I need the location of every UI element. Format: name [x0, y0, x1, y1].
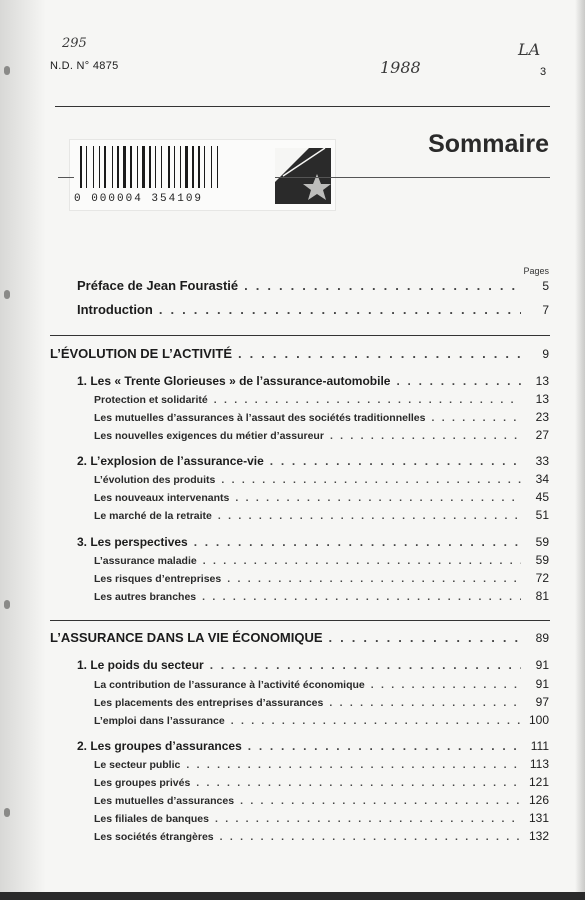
- toc-page: 13: [535, 392, 549, 406]
- leader-dots: [238, 346, 521, 361]
- toc-title: Les risques d’entreprises: [94, 573, 222, 585]
- toc-page: 45: [535, 490, 549, 504]
- toc-page: 81: [535, 589, 549, 603]
- toc-page: 13: [535, 374, 549, 388]
- toc-page: 121: [528, 775, 549, 789]
- barcode-bar: [112, 146, 113, 188]
- leader-dots: [270, 454, 521, 468]
- toc-page: 131: [528, 811, 549, 825]
- toc-title: Le marché de la retraite: [94, 510, 212, 522]
- toc-title: 2. Les groupes d’assurances: [77, 739, 242, 753]
- toc-title: 3. Les perspectives: [77, 535, 188, 549]
- toc-title: Les nouvelles exigences du métier d’assureur: [94, 430, 324, 442]
- barcode-bars: [80, 146, 265, 192]
- toc-section[interactable]: [0, 757, 585, 773]
- leader-dots: [159, 302, 521, 317]
- toc-section[interactable]: [0, 553, 585, 569]
- toc-page: 27: [535, 428, 549, 442]
- toc-part-economie[interactable]: [0, 630, 585, 646]
- toc-chapter[interactable]: [0, 535, 585, 551]
- toc-title: 1. Les « Trente Glorieuses » de l’assurance-automobile: [77, 374, 391, 388]
- barcode-bar: [198, 146, 200, 188]
- scan-bottom-edge: [0, 892, 585, 900]
- toc-title: Les mutuelles d’assurances à l’assaut des sociétés traditionnelles: [94, 412, 426, 424]
- toc-entry-preface[interactable]: [0, 278, 585, 294]
- toc-part-evolution[interactable]: [0, 346, 585, 362]
- barcode-bar: [137, 146, 138, 188]
- toc-title: Les filiales de banques: [94, 813, 209, 825]
- toc-page: 23: [535, 410, 549, 424]
- barcode-number: 0 000004 354109: [74, 193, 204, 205]
- barcode-bar: [80, 146, 82, 188]
- toc-title: L’ÉVOLUTION DE L’ACTIVITÉ: [50, 346, 233, 361]
- leader-dots: [240, 795, 521, 807]
- toc-title: Les placements des entreprises d’assurances: [94, 697, 324, 709]
- title-rule-left: [58, 177, 74, 178]
- barcode-bar: [217, 146, 218, 188]
- toc-section[interactable]: [0, 508, 585, 524]
- toc-section[interactable]: [0, 392, 585, 408]
- toc-title: Les mutuelles d’assurances: [94, 795, 235, 807]
- toc-section[interactable]: [0, 775, 585, 791]
- leader-dots: [227, 573, 521, 585]
- toc-page: 33: [535, 454, 549, 468]
- toc-page: 59: [535, 535, 549, 549]
- toc-page: 34: [535, 472, 549, 486]
- barcode-bar: [130, 146, 132, 188]
- toc-chapter[interactable]: [0, 374, 585, 390]
- toc-title: Introduction: [77, 302, 153, 317]
- binding-hole: [4, 66, 10, 75]
- barcode-bar: [99, 146, 100, 188]
- toc-page: 7: [542, 303, 549, 317]
- leader-dots: [329, 697, 521, 709]
- barcode-bar: [149, 146, 151, 188]
- barcode-bar: [117, 146, 119, 188]
- toc-title: Les sociétés étrangères: [94, 831, 214, 843]
- toc-page: 72: [535, 571, 549, 585]
- leader-dots: [214, 394, 521, 406]
- toc-title: L’ASSURANCE DANS LA VIE ÉCONOMIQUE: [50, 630, 323, 645]
- toc-title: L’emploi dans l’assurance: [94, 715, 225, 727]
- page-title: Sommaire: [428, 130, 549, 158]
- publisher-logo-icon: [273, 146, 333, 206]
- toc-title: L’évolution des produits: [94, 474, 216, 486]
- toc-title: Préface de Jean Fourastié: [77, 278, 239, 293]
- toc-section[interactable]: [0, 829, 585, 845]
- toc-page: 100: [528, 713, 549, 727]
- toc-section[interactable]: [0, 410, 585, 426]
- toc-page: 89: [535, 631, 549, 645]
- leader-dots: [194, 535, 521, 549]
- header-rule: [55, 106, 550, 107]
- barcode-bar: [93, 146, 94, 188]
- part-rule: [50, 620, 550, 621]
- toc-section[interactable]: [0, 490, 585, 506]
- handwritten-year: 1988: [380, 58, 421, 77]
- leader-dots: [396, 374, 521, 388]
- leader-dots: [235, 492, 521, 504]
- toc-section[interactable]: [0, 811, 585, 827]
- handwritten-number: 295: [62, 36, 87, 51]
- leader-dots: [244, 278, 521, 293]
- toc-title: Les nouveaux intervenants: [94, 492, 230, 504]
- toc-section[interactable]: [0, 571, 585, 587]
- toc-entry-introduction[interactable]: [0, 302, 585, 318]
- toc-section[interactable]: [0, 695, 585, 711]
- toc-page: 5: [542, 279, 549, 293]
- leader-dots: [220, 831, 521, 843]
- barcode-bar: [161, 146, 162, 188]
- leader-dots: [196, 777, 521, 789]
- toc-title: Les autres branches: [94, 591, 197, 603]
- barcode-bar: [123, 146, 126, 188]
- toc-section[interactable]: [0, 428, 585, 444]
- barcode-bar: [204, 146, 205, 188]
- toc-title: 2. L’explosion de l’assurance-vie: [77, 454, 264, 468]
- title-rule: [275, 177, 550, 178]
- toc-page: 132: [528, 829, 549, 843]
- toc-section[interactable]: [0, 713, 585, 729]
- toc-title: La contribution de l’assurance à l’activité économique: [94, 679, 365, 691]
- leader-dots: [371, 679, 521, 691]
- leader-dots: [218, 510, 521, 522]
- toc-page: 51: [535, 508, 549, 522]
- leader-dots: [248, 739, 521, 753]
- toc-title: Protection et solidarité: [94, 394, 208, 406]
- barcode-bar: [168, 146, 170, 188]
- toc-page: 9: [542, 347, 549, 361]
- toc-section[interactable]: [0, 793, 585, 809]
- leader-dots: [202, 591, 521, 603]
- barcode-bar: [142, 146, 145, 188]
- toc-section[interactable]: [0, 472, 585, 488]
- part-rule: [50, 335, 550, 336]
- pages-column-label: Pages: [523, 266, 549, 276]
- toc-page: 97: [535, 695, 549, 709]
- leader-dots: [330, 430, 521, 442]
- toc-page: 113: [529, 757, 549, 771]
- toc-title: Les groupes privés: [94, 777, 191, 789]
- toc-section[interactable]: [0, 677, 585, 693]
- leader-dots: [210, 658, 521, 672]
- toc-page: 59: [535, 553, 549, 567]
- toc-chapter[interactable]: [0, 454, 585, 470]
- toc-page: 91: [535, 677, 549, 691]
- toc-title: Le secteur public: [94, 759, 181, 771]
- page-number: 3: [540, 66, 547, 78]
- barcode-bar: [86, 146, 87, 188]
- barcode-bar: [104, 146, 106, 188]
- leader-dots: [215, 813, 521, 825]
- barcode-bar: [174, 146, 175, 188]
- leader-dots: [329, 630, 521, 645]
- leader-dots: [431, 412, 521, 424]
- toc-chapter[interactable]: [0, 658, 585, 674]
- barcode-bar: [155, 146, 156, 188]
- toc-page: 126: [528, 793, 549, 807]
- leader-dots: [203, 555, 521, 567]
- leader-dots: [231, 715, 521, 727]
- leader-dots: [186, 759, 521, 771]
- toc-section[interactable]: [0, 589, 585, 605]
- barcode-bar: [211, 146, 212, 188]
- barcode-bar: [185, 146, 188, 188]
- document-reference: N.D. N° 4875: [50, 60, 119, 72]
- barcode-bar: [180, 146, 181, 188]
- toc-page: 91: [535, 658, 549, 672]
- barcode-bar: [192, 146, 194, 188]
- toc-chapter[interactable]: [0, 739, 585, 755]
- leader-dots: [221, 474, 521, 486]
- toc-title: L’assurance maladie: [94, 555, 197, 567]
- toc-page: 111: [530, 739, 549, 753]
- toc-title: 1. Le poids du secteur: [77, 658, 204, 672]
- handwritten-initials: LA: [518, 40, 541, 59]
